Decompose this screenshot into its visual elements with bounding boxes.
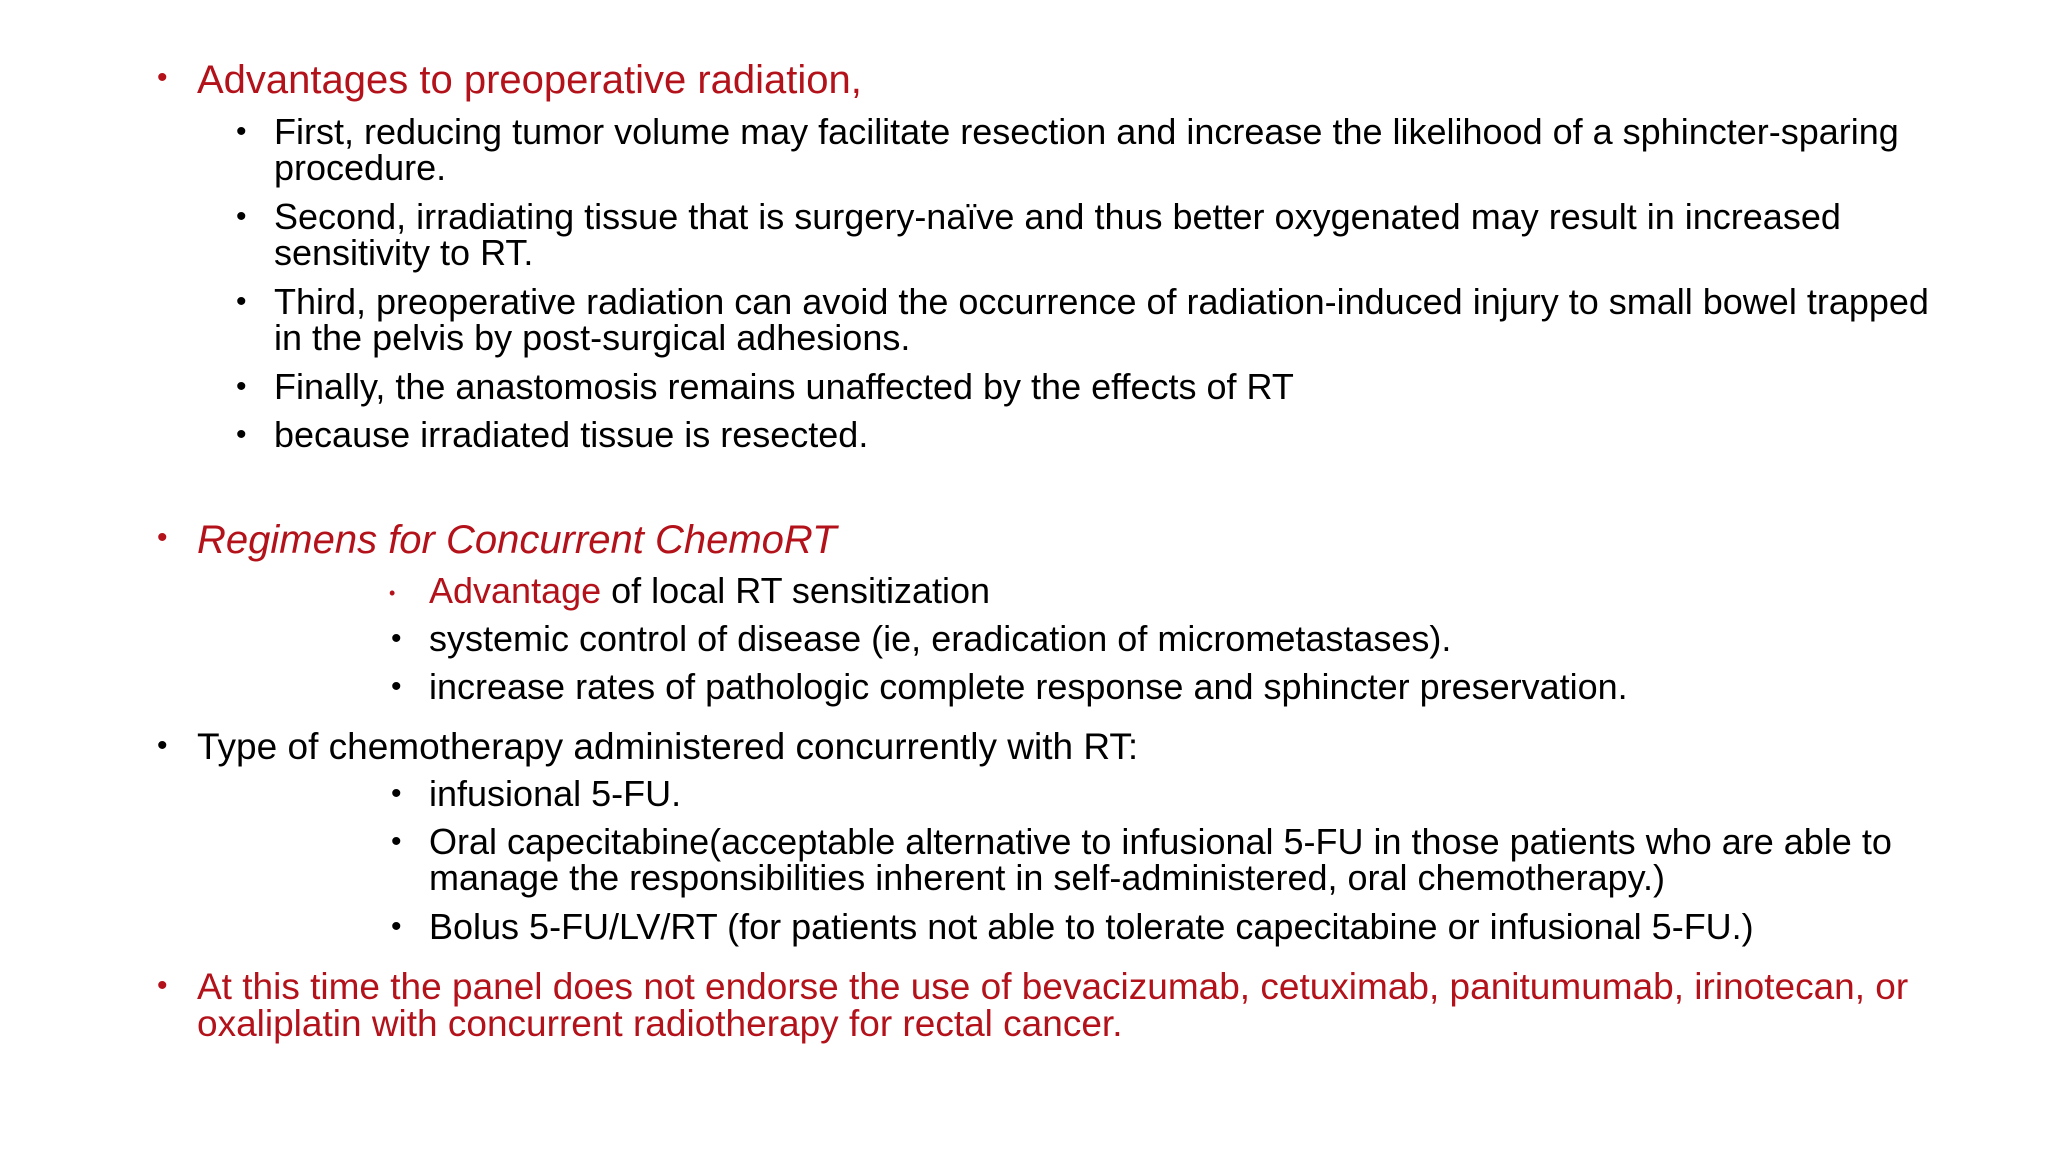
section2-item-2: [391, 618, 1989, 659]
section4-note: At this time the panel does not endorse the use of bevacizumab, cetuximab, panitumumab, irinotecan, or oxaliplatin with concurrent radiotherapy for rectal cancer.: [197, 966, 1909, 1044]
section2-item-3: [391, 666, 1989, 707]
bullet-icon: •: [236, 370, 247, 403]
section4-note-item: [157, 966, 1957, 1044]
section3-heading-item: [157, 726, 1977, 767]
section1-item-2: [236, 196, 1954, 273]
section1-item-3: [236, 281, 1954, 358]
bullet-icon: •: [157, 61, 168, 94]
section2-item-3-text: increase rates of pathologic complete response and sphincter preservation.: [429, 666, 1628, 707]
section1-item-1: [236, 111, 1954, 188]
section1-item-5: [236, 414, 1954, 455]
bullet-icon: •: [391, 670, 402, 703]
section1-item-5-text: because irradiated tissue is resected.: [274, 414, 869, 455]
bullet-icon: •: [236, 418, 247, 451]
section2-item-2-text: systemic control of disease (ie, eradication of micrometastases).: [429, 618, 1452, 659]
section2-heading: Regimens for Concurrent ChemoRT: [197, 518, 837, 562]
bullet-icon: •: [389, 583, 396, 603]
section3-item-3-text: Bolus 5-FU/LV/RT (for patients not able to tolerate capecitabine or infusional 5-FU.): [429, 906, 1754, 947]
section3-item-1-text: infusional 5-FU.: [429, 773, 682, 814]
section1-heading-item: [157, 58, 1977, 102]
section2-item-1: [389, 570, 1989, 611]
bullet-icon: •: [157, 729, 168, 762]
section1-item-3-text: Third, preoperative radiation can avoid the occurrence of radiation-induced injury to small bowel trapped in the pelvis by post-surgical adhesions.: [274, 281, 1929, 358]
section1-item-2-text: Second, irradiating tissue that is surgery-naïve and thus better oxygenated may result in increased sensitivity to RT.: [274, 196, 1841, 273]
bullet-icon: •: [391, 777, 402, 810]
advantage-label: Advantage: [429, 570, 602, 611]
bullet-icon: •: [157, 969, 168, 1002]
section2-item-1-text: [429, 570, 1989, 611]
section2-heading-item: [157, 518, 1977, 562]
section3-item-2: [391, 821, 1989, 898]
bullet-icon: •: [391, 622, 402, 655]
bullet-icon: •: [391, 825, 402, 858]
section1-item-4: [236, 366, 1954, 407]
bullet-icon: •: [236, 200, 247, 233]
advantage-rest: of local RT sensitization: [601, 570, 991, 611]
bullet-icon: •: [157, 521, 168, 554]
section1-item-4-text: Finally, the anastomosis remains unaffected by the effects of RT: [274, 366, 1294, 407]
section3-item-3: [391, 906, 1989, 947]
bullet-icon: •: [236, 285, 247, 318]
bullet-icon: •: [236, 115, 247, 148]
section1-heading: Advantages to preoperative radiation,: [197, 58, 862, 102]
section3-heading: Type of chemotherapy administered concurrently with RT:: [197, 726, 1139, 767]
bullet-icon: •: [391, 910, 402, 943]
section1-item-1-text: First, reducing tumor volume may facilitate resection and increase the likelihood of a sphincter-sparing procedure.: [274, 111, 1899, 188]
section3-item-1: [391, 773, 1989, 814]
section3-item-2-text: Oral capecitabine(acceptable alternative to infusional 5-FU in those patients who are able to manage the responsibilities inherent in self-administered, oral chemotherapy.): [429, 821, 1892, 898]
